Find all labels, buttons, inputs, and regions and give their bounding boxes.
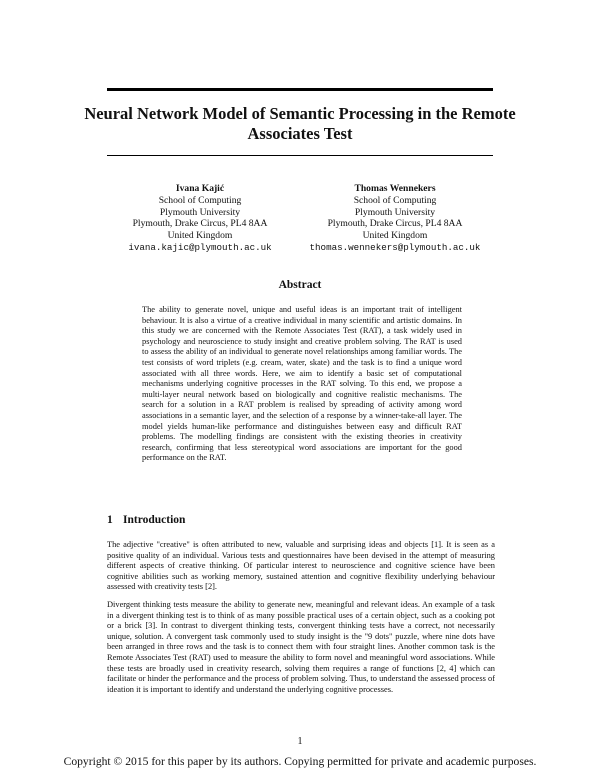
author-university: Plymouth University — [159, 206, 241, 218]
author-dept: School of Computing — [158, 194, 242, 206]
author-block-2 — [300, 183, 490, 254]
intro-paragraph-1: The adjective "creative" is often attributed to new, valuable and surprising ideas and objects [1]. It is seen as a positive quality of an individual. Various tests and questionnaires have been devised in the attempt of measuring different aspects of creative thinking. Of particular interest to neuroscience and cognitive science have been cognitive abilities such as working memory, sustained attention and cognitive flexibility underlying behaviour assessed with creativity tests [2]. — [107, 540, 495, 592]
author-country: United Kingdom — [362, 230, 428, 242]
title-bottom-rule — [107, 155, 493, 156]
author-email: ivana.kajic@plymouth.ac.uk — [128, 241, 272, 253]
author-dept: School of Computing — [353, 194, 437, 206]
author-name: Ivana Kajić — [175, 183, 225, 194]
author-email: thomas.wennekers@plymouth.ac.uk — [309, 241, 481, 253]
author-university: Plymouth University — [354, 206, 436, 218]
author-address: Plymouth, Drake Circus, PL4 8AA — [327, 218, 463, 230]
section-number: 1 — [107, 514, 113, 526]
paper-title: Neural Network Model of Semantic Processing in the Remote Associates Test — [84, 104, 516, 143]
copyright-notice: Copyright © 2015 for this paper by its authors. Copying permitted for private and academic purposes. — [63, 755, 537, 768]
author-country: United Kingdom — [167, 230, 233, 242]
abstract-text: The ability to generate novel, unique and useful ideas is an important trait of intelligent behaviour. It is also a virtue of a creative individual in many scientific and artistic domains. In this study we are concerned with the Remote Associates Test (RAT), a task widely used in psychology and neuroscience to study insight and creative problem solving. The RAT is used to assess the ability of an individual to generate novel relationships among familiar words. The test consists of word triplets (e.g. cream, water, skate) and the task is to find a unique word associated with all three words. Here, we aim to identify a basic set of computational mechanisms underlying cognitive processes in the RAT solving. To this end, we propose a multi-layer neural network based on biologically and cognitive realistic mechanisms. The search for a solution in a RAT problem is realised by spreading of activity among word associations in a semantic layer, and the selection of a response by a winner-take-all layer. The model yields human-like performance and distinguishes between easy and difficult RAT problems. The modelling findings are consistent with the existing theories in creativity research, confirming that less stereotypical word associations are important for the good performance on the RAT. — [142, 305, 462, 463]
section-title: Introduction — [123, 514, 186, 526]
page-number: 1 — [297, 736, 303, 747]
abstract-heading: Abstract — [278, 279, 322, 291]
author-block-1 — [105, 183, 295, 254]
intro-paragraph-2: Divergent thinking tests measure the ability to generate new, meaningful and relevant ideas. An example of a task in a divergent thinking test is to think of as many possible practical uses of a certain object, such as a cooking pot or a brick [3]. In contrast to divergent thinking tests, convergent thinking tests have a correct, not necessarily unique, solution. A convergent task commonly used to study insight is the "9 dots" puzzle, where nine dots have been arranged in three rows and the task is to connect them with four straight lines. Another common task is the Remote Associates Test (RAT) used to measure the ability to form novel and meaningful word associations. While these tests are broadly used in creativity research, solving them requires a range of functions [2, 4] which can facilitate or hinder the performance and the process of problem solving. Thus, to understand the assessed process of ideation it is important to identify and understand the underlying cognitive processes. — [107, 600, 495, 694]
author-address: Plymouth, Drake Circus, PL4 8AA — [132, 218, 268, 230]
section-heading — [107, 514, 185, 526]
author-name: Thomas Wennekers — [354, 183, 436, 194]
top-rule — [107, 88, 493, 91]
